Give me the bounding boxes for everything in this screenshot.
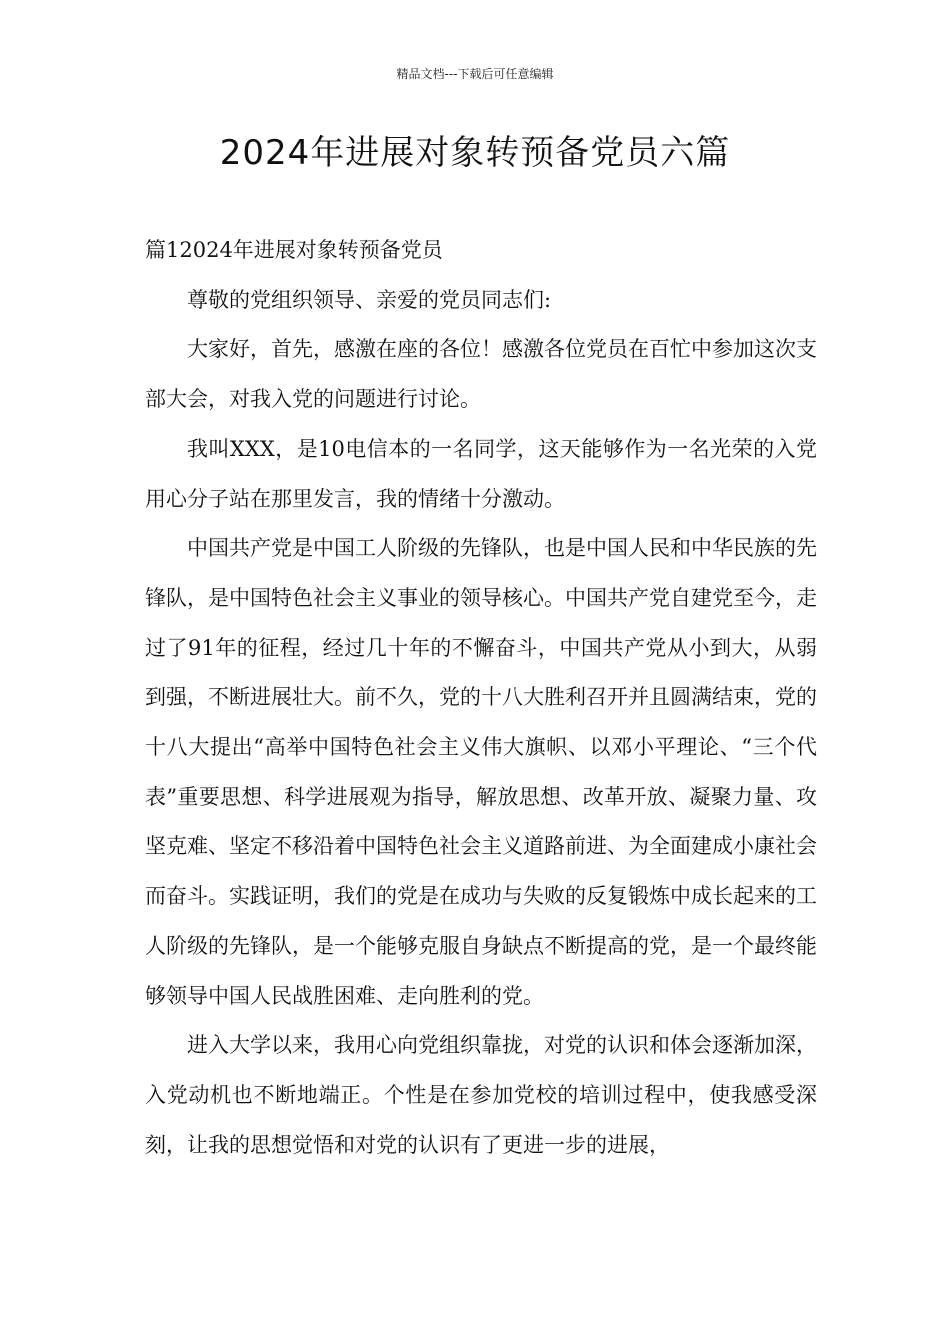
document-title: 2024年进展对象转预备党员六篇	[219, 133, 731, 173]
section-heading: 篇12024年进展对象转预备党员	[145, 238, 443, 262]
paragraph-party-history: 中国共产党是中国工人阶级的先锋队，也是中国人民和中华民族的先锋队，是中国特色社会主义事业的领导核心。中国共产党自建党至今，走过了91年的征程，经过几十年的不懈奋斗，中国共产党从小到大，从弱到强，不断进展壮大。前不久，党的十八大胜利召开并且圆满结束，党的十八大提出“高举中国特色社会主义伟大旗帜、以邓小平理论、“三个代表”重要思想、科学进展观为指导，解放思想、改革开放、凝聚力量、攻坚克难、坚定不移沿着中国特色社会主义道路前进、为全面建成小康社会而奋斗。实践证明，我们的党是在成功与失败的反复锻炼中成长起来的工人阶级的先锋队，是一个能够克服自身缺点不断提高的党，是一个最终能够领导中国人民战胜困难、走向胜利的党。	[145, 536, 817, 1008]
paragraph-introduction: 我叫XXX，是10电信本的一名同学，这天能够作为一名光荣的入党用心分子站在那里发言，我的情绪十分激动。	[145, 436, 817, 511]
paragraph-university: 进入大学以来，我用心向党组织靠拢，对党的认识和体会逐渐加深，入党动机也不断地端正。个性是在参加党校的培训过程中，使我感受深刻，让我的思想觉悟和对党的认识有了更进一步的进展，	[145, 1033, 817, 1157]
paragraph-greeting: 大家好，首先，感激在座的各位！感激各位党员在百忙中参加这次支部大会，对我入党的问题进行讨论。	[145, 337, 817, 412]
document-body	[145, 226, 817, 1170]
paragraph-salutation: 尊敬的党组织领导、亲爱的党员同志们:	[187, 287, 552, 312]
header-note: 精品文档---下载后可任意编辑	[396, 67, 554, 81]
